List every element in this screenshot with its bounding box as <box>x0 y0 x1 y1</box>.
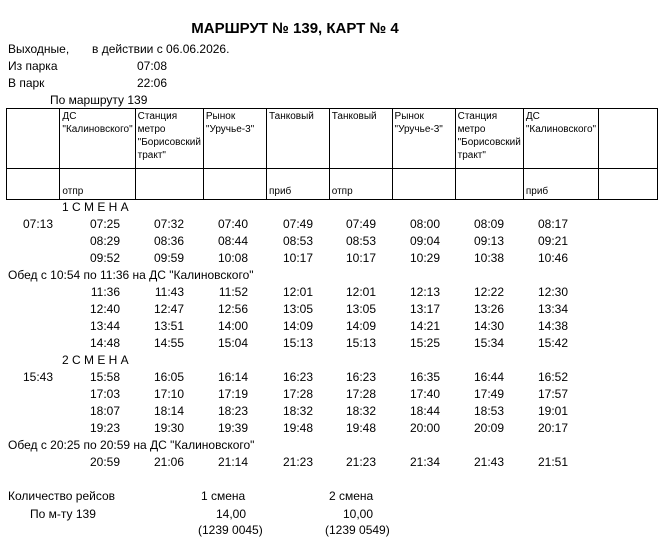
time-cell: 21:23 <box>282 455 313 469</box>
route-label: По маршруту 139 <box>50 93 148 107</box>
to-park-time: 22:06 <box>137 76 168 90</box>
time-cell: 15:42 <box>537 336 568 350</box>
stop-name: Танковый <box>266 109 329 169</box>
time-cell: 16:14 <box>217 370 248 384</box>
time-cell: 11:36 <box>90 285 120 299</box>
time-cell: 21:23 <box>345 455 376 469</box>
time-cell: 17:10 <box>153 387 184 401</box>
shift2-heading: 2 С М Е Н А <box>62 353 129 367</box>
effective-date: в действии с 06.06.2026. <box>92 42 230 56</box>
time-cell: 19:48 <box>345 421 376 435</box>
time-cell: 13:26 <box>473 302 504 316</box>
time-cell: 18:53 <box>473 404 504 418</box>
time-cell: 19:48 <box>282 421 313 435</box>
time-cell: 17:40 <box>409 387 440 401</box>
time-cell: 08:00 <box>409 217 440 231</box>
time-cell: 21:43 <box>473 455 504 469</box>
time-cell: 11:52 <box>218 285 248 299</box>
time-cell: 07:40 <box>217 217 248 231</box>
time-cell: 14:09 <box>345 319 376 333</box>
shift1-heading: 1 С М Е Н А <box>62 200 129 214</box>
time-cell: 18:32 <box>282 404 313 418</box>
time-cell: 13:05 <box>345 302 376 316</box>
stop-name: ДС "Калиновского" <box>523 109 598 169</box>
time-cell: 16:23 <box>345 370 376 384</box>
time-cell: 18:14 <box>153 404 184 418</box>
stop-name: Рынок "Уручье-3" <box>203 109 266 169</box>
time-cell: 11:43 <box>154 285 184 299</box>
time-cell: 12:47 <box>153 302 184 316</box>
stop-kind <box>455 169 523 200</box>
time-cell: 10:17 <box>282 251 313 265</box>
from-park-time: 07:08 <box>137 59 168 73</box>
time-cell: 18:23 <box>217 404 248 418</box>
time-cell: 18:44 <box>409 404 440 418</box>
day-type: Выходные, <box>8 42 70 56</box>
time-cell: 17:19 <box>217 387 248 401</box>
time-cell: 08:29 <box>89 234 120 248</box>
shift1-trips-value: 14,00 <box>216 507 247 521</box>
shift2-start-time: 15:43 <box>23 370 54 384</box>
to-park-label: В парк <box>8 76 45 90</box>
time-cell: 19:01 <box>537 404 568 418</box>
time-cell: 19:23 <box>89 421 120 435</box>
time-cell: 10:17 <box>345 251 376 265</box>
time-cell: 13:44 <box>89 319 120 333</box>
time-cell: 21:51 <box>537 455 568 469</box>
time-cell: 15:13 <box>345 336 376 350</box>
time-cell: 09:59 <box>153 251 184 265</box>
from-park-label: Из парка <box>8 59 58 73</box>
time-cell: 21:34 <box>409 455 440 469</box>
time-cell: 08:44 <box>217 234 248 248</box>
time-cell: 19:39 <box>217 421 248 435</box>
time-cell: 10:46 <box>537 251 568 265</box>
time-cell: 12:56 <box>217 302 248 316</box>
time-cell: 09:13 <box>473 234 504 248</box>
time-cell: 19:30 <box>153 421 184 435</box>
time-cell: 20:09 <box>473 421 504 435</box>
stops-header-table <box>6 108 658 200</box>
stop-name: Станция метро "Борисовский тракт" <box>455 109 523 169</box>
time-cell: 13:05 <box>282 302 313 316</box>
time-cell: 15:34 <box>473 336 504 350</box>
header-blank <box>7 109 60 169</box>
time-cell: 18:07 <box>89 404 120 418</box>
time-cell: 14:09 <box>282 319 313 333</box>
shift2-code: (1239 0549) <box>325 523 390 537</box>
shift2-summary-label: 2 смена <box>329 489 374 503</box>
time-cell: 20:17 <box>537 421 568 435</box>
time-cell: 08:17 <box>537 217 568 231</box>
time-cell: 14:21 <box>409 319 440 333</box>
time-cell: 15:25 <box>409 336 440 350</box>
time-cell: 14:38 <box>537 319 568 333</box>
time-cell: 17:57 <box>537 387 568 401</box>
time-cell: 12:13 <box>409 285 440 299</box>
time-cell: 12:40 <box>89 302 120 316</box>
break1-note: Обед с 10:54 по 11:36 на ДС "Калиновского" <box>8 268 254 282</box>
time-cell: 09:21 <box>537 234 568 248</box>
time-cell: 09:52 <box>89 251 120 265</box>
time-cell: 15:13 <box>282 336 313 350</box>
time-cell: 16:05 <box>153 370 184 384</box>
stop-name: Рынок "Уручье-3" <box>392 109 455 169</box>
time-cell: 16:44 <box>473 370 504 384</box>
stop-kind: приб <box>523 169 598 200</box>
time-cell: 09:04 <box>409 234 440 248</box>
time-cell: 16:52 <box>537 370 568 384</box>
time-cell: 07:49 <box>282 217 313 231</box>
shift2-trips-value: 10,00 <box>343 507 374 521</box>
time-cell: 21:06 <box>153 455 184 469</box>
time-cell: 17:49 <box>473 387 504 401</box>
stop-kind <box>599 169 658 200</box>
trips-count-label: Количество рейсов <box>8 489 116 503</box>
stop-kind: отпр <box>60 169 135 200</box>
stop-name: ДС "Калиновского" <box>60 109 135 169</box>
time-cell: 10:38 <box>473 251 504 265</box>
time-cell: 15:04 <box>217 336 248 350</box>
stop-kind <box>135 169 203 200</box>
stop-name <box>599 109 658 169</box>
time-cell: 18:32 <box>345 404 376 418</box>
time-cell: 07:25 <box>89 217 120 231</box>
time-cell: 12:01 <box>282 285 313 299</box>
time-cell: 13:17 <box>409 302 440 316</box>
time-cell: 07:32 <box>153 217 184 231</box>
time-cell: 13:34 <box>537 302 568 316</box>
header-blank <box>7 169 60 200</box>
time-cell: 08:53 <box>345 234 376 248</box>
time-cell: 07:49 <box>345 217 376 231</box>
time-cell: 17:28 <box>345 387 376 401</box>
stop-kind <box>392 169 455 200</box>
time-cell: 10:08 <box>217 251 248 265</box>
stop-kind <box>203 169 266 200</box>
time-cell: 08:53 <box>282 234 313 248</box>
time-cell: 14:30 <box>473 319 504 333</box>
time-cell: 14:00 <box>217 319 248 333</box>
stop-name: Станция метро "Борисовский тракт" <box>135 109 203 169</box>
time-cell: 16:35 <box>409 370 440 384</box>
shift1-summary-label: 1 смена <box>201 489 246 503</box>
stop-kind: отпр <box>329 169 392 200</box>
time-cell: 14:48 <box>89 336 120 350</box>
time-cell: 12:30 <box>537 285 568 299</box>
time-cell: 14:55 <box>153 336 184 350</box>
time-cell: 08:36 <box>153 234 184 248</box>
shift1-start-time: 07:13 <box>23 217 54 231</box>
time-cell: 16:23 <box>282 370 313 384</box>
shift1-code: (1239 0045) <box>198 523 263 537</box>
stop-name: Танковый <box>329 109 392 169</box>
time-cell: 17:03 <box>89 387 120 401</box>
time-cell: 10:29 <box>409 251 440 265</box>
time-cell: 15:58 <box>89 370 120 384</box>
page-title: МАРШРУТ № 139, КАРТ № 4 <box>191 20 399 37</box>
time-cell: 12:01 <box>345 285 376 299</box>
time-cell: 21:14 <box>217 455 248 469</box>
stop-kind: приб <box>266 169 329 200</box>
time-cell: 13:51 <box>153 319 184 333</box>
time-cell: 20:00 <box>409 421 440 435</box>
time-cell: 08:09 <box>473 217 504 231</box>
time-cell: 12:22 <box>473 285 504 299</box>
route-summary-label: По м-ту 139 <box>30 507 96 521</box>
time-cell: 17:28 <box>282 387 313 401</box>
time-cell: 20:59 <box>89 455 120 469</box>
break2-note: Обед с 20:25 по 20:59 на ДС "Калиновского" <box>8 438 255 452</box>
